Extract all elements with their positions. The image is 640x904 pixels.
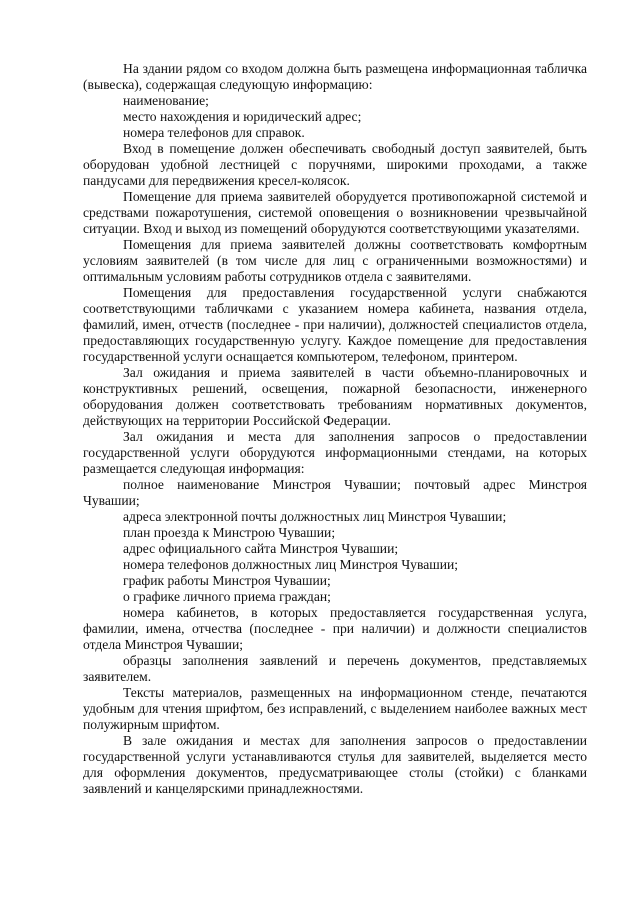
list-item: полное наименование Минстроя Чувашии; почтовый адрес Минстроя Чувашии; xyxy=(83,477,587,508)
list-item: адреса электронной почты должностных лиц Минстроя Чувашии; xyxy=(123,509,507,524)
paragraph: Помещение для приема заявителей оборудуется противопожарной системой и средствами пожаротушения, системой оповещения о возникновении чрезвычайной ситуации. Вход и выход из помещений оборудуются соответствующими указателями. xyxy=(83,189,587,236)
paragraph: Тексты материалов, размещенных на информационном стенде, печатаются удобным для чтения шрифтом, без исправлений, с выделением наиболее важных мест полужирным шрифтом. xyxy=(83,685,587,732)
paragraph: Помещения для приема заявителей должны соответствовать комфортным условиям заявителей (в том числе для лиц с ограниченными возможностями) и оптимальным условиям работы сотрудников отдела с заявителями. xyxy=(83,237,587,284)
list-item: наименование; xyxy=(123,93,209,108)
list-item: номера телефонов должностных лиц Минстроя Чувашии; xyxy=(123,557,459,572)
paragraph: Зал ожидания и приема заявителей в части объемно-планировочных и конструктивных решений, освещения, пожарной безопасности, инженерного оборудования должен соответствовать требованиям нормативных документов, действующих на территории Российской Федерации. xyxy=(83,365,587,428)
list-item: место нахождения и юридический адрес; xyxy=(123,109,362,124)
list-item: образцы заполнения заявлений и перечень документов, представляемых заявителем. xyxy=(83,653,587,684)
list-item: номера кабинетов, в которых предоставляется государственная услуга, фамилии, имена, отчества (последнее - при наличии) и должности специалистов отдела Минстроя Чувашии; xyxy=(83,605,587,652)
list-item: адрес официального сайта Минстроя Чувашии; xyxy=(123,541,399,556)
document-body xyxy=(83,61,587,797)
list-item: о графике личного приема граждан; xyxy=(123,589,331,604)
paragraph: Зал ожидания и места для заполнения запросов о предоставлении государственной услуги оборудуются информационными стендами, на которых размещается следующая информация: xyxy=(83,429,587,476)
paragraph: Помещения для предоставления государственной услуги снабжаются соответствующими табличками с указанием номера кабинета, названия отдела, фамилий, имен, отчеств (последнее - при наличии), должностей специалистов отдела, предоставляющих государственную услугу. Каждое помещение для предоставления государственной услуги оснащается компьютером, телефоном, принтером. xyxy=(83,285,587,364)
list-item: график работы Минстроя Чувашии; xyxy=(123,573,331,588)
list-item: номера телефонов для справок. xyxy=(123,125,305,140)
paragraph: В зале ожидания и местах для заполнения запросов о предоставлении государственной услуги устанавливаются стулья для заявителей, выделяется место для оформления документов, предусматривающее столы (стойки) с бланками заявлений и канцелярскими принадлежностями. xyxy=(83,733,587,796)
paragraph: На здании рядом со входом должна быть размещена информационная табличка (вывеска), содержащая следующую информацию: xyxy=(83,61,587,92)
list-item: план проезда к Минстрою Чувашии; xyxy=(123,525,336,540)
paragraph: Вход в помещение должен обеспечивать свободный доступ заявителей, быть оборудован удобной лестницей с поручнями, широкими проходами, а также пандусами для передвижения кресел-колясок. xyxy=(83,141,587,188)
